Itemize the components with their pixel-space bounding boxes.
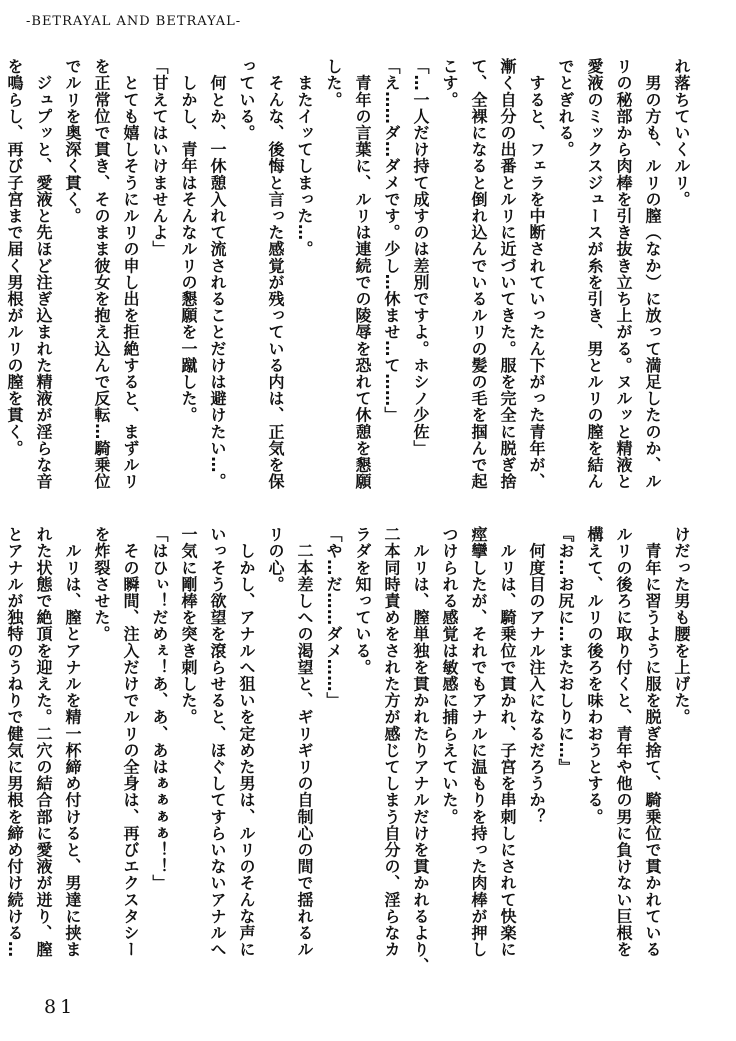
text-column: そんな、後悔と言った感覚が残っている内は、正気を保: [266, 58, 285, 490]
text-column: 構えて、ルリの後ろを味わおうとする。: [585, 526, 604, 825]
text-column: とアナルが独特のうねりで健気に男根を締め付け続ける…: [5, 526, 24, 958]
text-column: を鳴らし、再び子宮まで届く男根がルリの膣を貫く。: [5, 58, 24, 457]
text-column: ルリの後ろに取り付くと、青年や他の男に負けない巨根を: [614, 526, 633, 958]
text-column: 一気に剛棒を突き刺した。: [179, 526, 198, 726]
text-column: を炸裂させた。: [92, 526, 111, 643]
text-column: とても嬉しそうにルリの申し出を拒絶すると、まずルリ: [121, 58, 140, 490]
text-column: 愛液のミックスジュースが糸を引き、男とルリの膣を結ん: [585, 58, 604, 490]
text-column: でとぎれる。: [556, 58, 575, 158]
text-column: 何度目のアナル注入になるだろうか？: [527, 526, 546, 825]
text-column: ジュプッと、愛液と先ほど注ぎ込まれた精液が淫らな音: [34, 58, 53, 490]
text-column: て、全裸になると倒れ込んでいるルリの髪の毛を掴んで起: [469, 58, 488, 490]
text-column: した。: [324, 58, 343, 108]
text-column: しかし、青年はそんなルリの懇願を一蹴した。: [179, 58, 198, 424]
upper-text-block: [5, 58, 696, 508]
text-column: 『お…お尻に…またおしりに…』: [556, 526, 575, 775]
text-column: を正常位で貫き、そのまま彼女を抱え込んで反転…騎乗位: [92, 58, 111, 490]
text-column: 二本差しへの渇望と、ギリギリの自制心の間で揺れるル: [295, 526, 314, 958]
text-column: ルリは、膣単独を貫かれたりアナルだけを貫かれるより、: [411, 526, 430, 975]
text-column: しかし、アナルへ狙いを定めた男は、ルリのそんな声に: [237, 526, 256, 958]
text-column: けだった男も腰を上げた。: [672, 526, 691, 726]
text-column: 「え……ダ…ダメです。少し…休ませ…て……」: [382, 58, 401, 424]
text-column: っている。: [237, 58, 256, 141]
text-column: 「甘えてはいけませんよ」: [150, 58, 169, 258]
text-column: リの秘部から肉棒を引き抜き立ち上がる。ヌルッと精液と: [614, 58, 633, 490]
text-column: 「…一人だけ持て成すのは差別ですよ。ホシノ少佐」: [411, 58, 430, 457]
text-column: リの心。: [266, 526, 285, 593]
text-column: 青年の言葉に、ルリは連続での陵辱を恐れて休憩を懇願: [353, 58, 372, 490]
text-column: 男の方も、ルリの膣（なか）に放って満足したのか、ル: [643, 58, 662, 490]
text-column: 漸く自分の出番とルリに近づいてきた。服を完全に脱ぎ捨: [498, 58, 517, 490]
text-column: すると、フェラを中断されていったん下がった青年が、: [527, 58, 546, 490]
text-column: つけられる感覚は敏感に捕らえていた。: [440, 526, 459, 825]
text-column: 「や…だ……ダメ……」: [324, 526, 343, 709]
text-column: 二本同時責めをされた方が感じてしまう自分の、淫らなカ: [382, 526, 401, 958]
text-column: その瞬間、注入だけでルリの全身は、再びエクスタシー: [121, 526, 140, 958]
text-column: 何とか、一休憩入れて流されることだけは避けたい…。: [208, 58, 227, 490]
text-column: いっそう欲望を滾らせると、ほぐしてすらいないアナルへ: [208, 526, 227, 958]
text-column: ルリは、膣とアナルを精一杯締め付けると、男達に挟ま: [63, 526, 82, 958]
text-column: 「はひぃ！だめぇ！あ、あ、あはぁぁぁぁ！！」: [150, 526, 169, 892]
running-header: -BETRAYAL AND BETRAYAL-: [26, 14, 242, 29]
text-column: れた状態で絶頂を迎えた。二穴の結合部に愛液が迸り、膣: [34, 526, 53, 958]
text-column: 青年に習うように服を脱ぎ捨て、騎乗位で貫かれている: [643, 526, 662, 958]
lower-text-block: [5, 526, 696, 988]
text-column: 痙攣したが、それでもアナルに温もりを持った肉棒が押し: [469, 526, 488, 958]
text-column: こす。: [440, 58, 459, 108]
page-number: 81: [44, 996, 77, 1018]
text-column: ルリは、騎乗位で貫かれ、子宮を串刺しにされて快楽に: [498, 526, 517, 958]
text-column: ラダを知っている。: [353, 526, 372, 676]
text-column: れ落ちていくルリ。: [672, 58, 691, 208]
text-column: でルリを奥深く貫く。: [63, 58, 82, 224]
text-column: またイッてしまった…。: [295, 58, 314, 258]
